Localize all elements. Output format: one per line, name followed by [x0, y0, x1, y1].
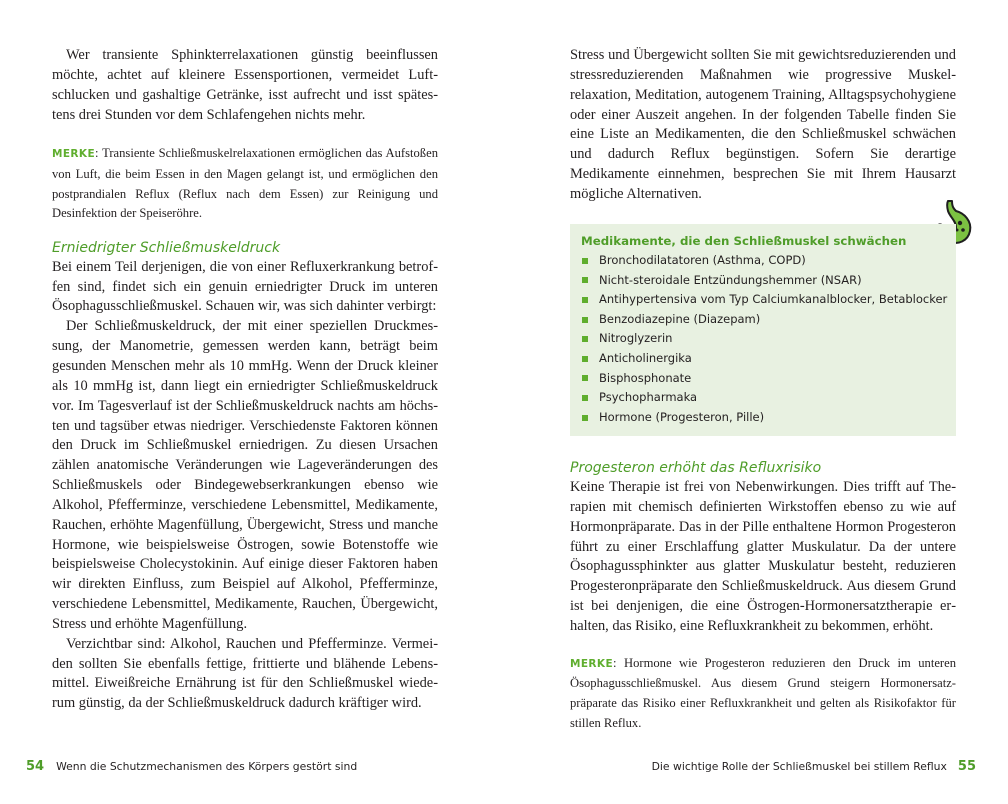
bullet-square-icon [582, 336, 588, 342]
list-item: Psychopharmaka [581, 388, 946, 408]
right-page [570, 46, 956, 205]
bullet-square-icon [582, 317, 588, 323]
merke-note [570, 654, 956, 733]
medication-list [581, 251, 946, 427]
list-item: Antihypertensiva vom Typ Calciumkanalblocker, Betablocker [581, 290, 946, 310]
list-item: Bisphosphonate [581, 369, 946, 389]
body-paragraph: Verzichtbar sind: Alkohol, Rauchen und Pfefferminze. Vermeiden sollten Sie ebenfalls fettige, frittierte und blähende Lebensmittel. Eiweißreiche Ernährung ist für den Schließmuskel wiederum günstig, da der Schließmuskeldruck dadurch kräftiger wird. [52, 635, 438, 712]
page-number: 55 [957, 758, 976, 774]
merke-text: : Hormone wie Progesteron reduzieren den Druck im unteren Ösophagusschließmuskel. Aus diesem Grund steigern Hormonersatzpräparate das Risiko einer Refluxkrankheit und gelten als Risikofaktor für stillen Reflux. [570, 655, 956, 730]
merke-text: : Transiente Schließmuskelrelaxationen ermöglichen das Aufstoßen von Luft, die beim Essen in den Magen gelangt ist, und ermöglichen den postprandialen Reflux (Reflux nach dem Essen) zur Reinigung und Desinfektion der Speiseröhre. [52, 146, 438, 221]
running-footer: Die wichtige Rolle der Schließmuskel bei stillem Reflux [651, 759, 947, 773]
intro-paragraph: Stress und Übergewicht sollten Sie mit gewichtsreduzierenden und stressreduzierenden Maßnahmen wie progressive Muskelrelaxation, Meditation, autogenem Training, Alltagspsychohygiene oder einer Auszeit angehen. In der folgenden Tabelle finden Sie eine Liste an Medikamenten, die den Schließmuskel schwächen und dadurch Reflux begünstigen. Sofern Sie derartige Medikamente einnehmen, besprechen Sie mit Ihrem Hausarzt mögliche Alternativen. [570, 47, 956, 202]
list-item: Bronchodilatatoren (Asthma, COPD) [581, 251, 946, 271]
right-page-lower [570, 458, 956, 733]
bullet-square-icon [582, 277, 588, 283]
bullet-square-icon [582, 297, 588, 303]
section-heading: Progesteron erhöht das Refluxrisiko [570, 460, 822, 476]
bullet-square-icon [582, 415, 588, 421]
left-page [52, 46, 438, 714]
list-item: Anticholinergika [581, 349, 946, 369]
box-title: Medikamente, die den Schließmuskel schwächen [581, 234, 907, 248]
bullet-square-icon [582, 375, 588, 381]
merke-tag: MERKE [570, 657, 614, 670]
list-item: Benzodiazepine (Diazepam) [581, 310, 946, 330]
merke-note [52, 144, 438, 223]
footer-left [26, 757, 357, 775]
intro-paragraph: Wer transiente Sphinkterrelaxationen günstig beeinflussen möchte, achtet auf kleinere Essensportionen, vermeidet Luftschlucken und gashaltige Getränke, isst aufrecht und isst spätestens drei Stunden vor dem Schlafengehen nichts mehr. [52, 47, 438, 123]
list-item: Nicht-steroidale Entzündungshemmer (NSAR) [581, 271, 946, 291]
section-heading: Erniedrigter Schließmuskeldruck [52, 239, 281, 256]
list-item: Hormone (Progesteron, Pille) [581, 408, 946, 428]
page-number: 54 [26, 758, 45, 774]
running-footer: Wenn die Schutzmechanismen des Körpers gestört sind [56, 759, 358, 773]
bullet-square-icon [582, 395, 588, 401]
body-paragraph: Der Schließmuskeldruck, der mit einer speziellen Druckmessung, der Manometrie, gemessen werden kann, beträgt beim gesunden Menschen mehr als 10 mmHg. Wenn der Druck kleiner als 10 mmHg ist, dann liegt ein erniedrigter Schließmuskeldruck vor. Im Tagesverlauf ist der Schließmuskeldruck nachts am höchsten und tagsüber etwas niedriger. Verschiedenste Faktoren können den Druck im Schließmuskel erniedrigen. Zu diesen Ursachen zählen anatomische Veränderungen wie Lageveränderungen des Schließmuskels oder Bindegewebserkrankungen ebenso wie Alkohol, Pfefferminze, verschiedene Lebensmittel, Medikamente, Rauchen, erhöhte Magenfüllung, Übergewicht, Stress und manche Hormone, wie beispielsweise Östrogen, sowie Botenstoffe wie beispielsweise Cholecystokinin. Auf einige dieser Faktoren haben wir direkten Einfluss, zum Beispiel auf Alkohol, Pfefferminze, verschiedene Lebensmittel, Medikamente, Rauchen, Übergewicht, Stress und erhöhte Magenfüllung. [52, 318, 438, 632]
list-item: Nitroglyzerin [581, 329, 946, 349]
bullet-square-icon [582, 356, 588, 362]
body-paragraph: Keine Therapie ist frei von Nebenwirkungen. Dies trifft auf Therapien mit chemisch definierten Wirkstoffen ebenso zu wie auf Hormonpräparate. Das in der Pille enthaltene Hormon Progesteron führt zu einer Erschlaffung glatter Muskulatur. Da der untere Ösophagussphinkter aus glatter Muskulatur besteht, reduzieren Progesteronpräparate den Schließmuskeldruck. Aus diesem Grund ist bei denjenigen, die eine Östrogen-Hormonersatztherapie erhalten, das Risiko, eine Refluxkrankheit zu bekommen, erhöht. [570, 479, 956, 634]
footer-right [652, 757, 976, 775]
medication-box [570, 224, 956, 436]
body-paragraph: Bei einem Teil derjenigen, die von einer Refluxerkrankung betroffen sind, findet sich ein genuin erniedrigter Druck im unteren Ösophagusschließmuskel. Schauen wir, was sich dahinter verbirgt: [52, 258, 438, 315]
merke-tag: MERKE [52, 148, 96, 161]
bullet-square-icon [582, 258, 588, 264]
